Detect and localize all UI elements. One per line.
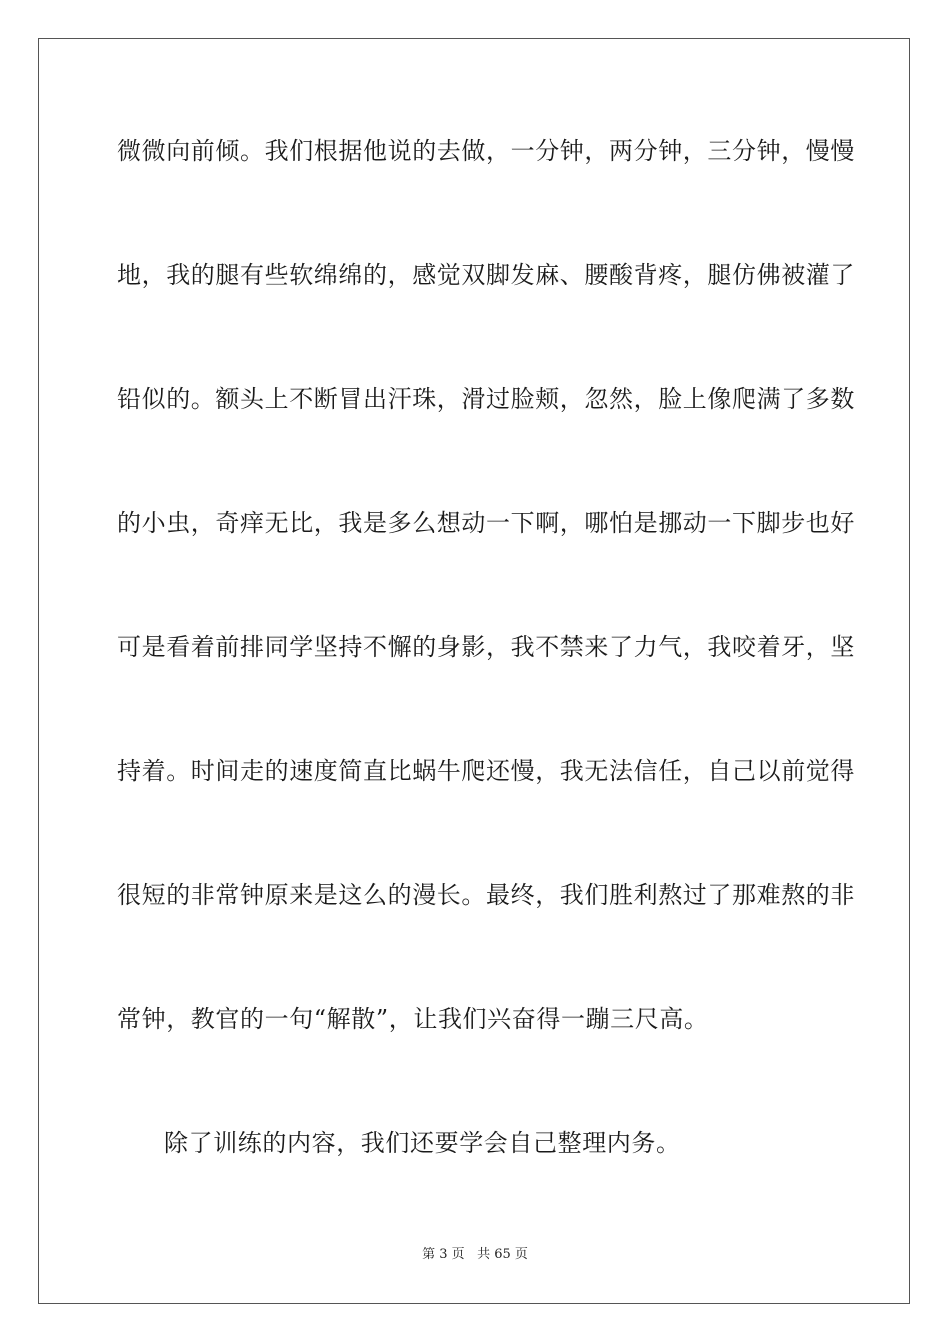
page-footer (0, 1246, 950, 1264)
page-number: 第 3 页 (422, 1247, 465, 1262)
page-border (38, 38, 910, 1304)
text-line-5: 可是看着前排同学坚持不懈的身影，我不禁来了力气，我咬着牙，坚 (117, 633, 855, 661)
text-line-1: 微微向前倾。我们根据他说的去做，一分钟，两分钟，三分钟，慢慢 (117, 137, 855, 165)
text-line-3: 铅似的。额头上不断冒出汗珠，滑过脸颊，忽然，脸上像爬满了多数 (117, 385, 855, 413)
text-line-4: 的小虫，奇痒无比，我是多么想动一下啊，哪怕是挪动一下脚步也好 (117, 509, 855, 537)
text-line-7: 很短的非常钟原来是这么的漫长。最终，我们胜利熬过了那难熬的非 (117, 881, 855, 909)
text-line-6: 持着。时间走的速度简直比蜗牛爬还慢，我无法信任，自己以前觉得 (117, 757, 855, 785)
paragraph-text: 除了训练的内容，我们还要学会自己整理内务。 (164, 1129, 681, 1157)
text-line-8: 常钟，教官的一句“解散”，让我们兴奋得一蹦三尺高。 (117, 1005, 709, 1033)
text-line-2: 地，我的腿有些软绵绵的，感觉双脚发麻、腰酸背疼，腿仿佛被灌了 (117, 261, 855, 289)
total-pages: 共 65 页 (477, 1247, 528, 1262)
